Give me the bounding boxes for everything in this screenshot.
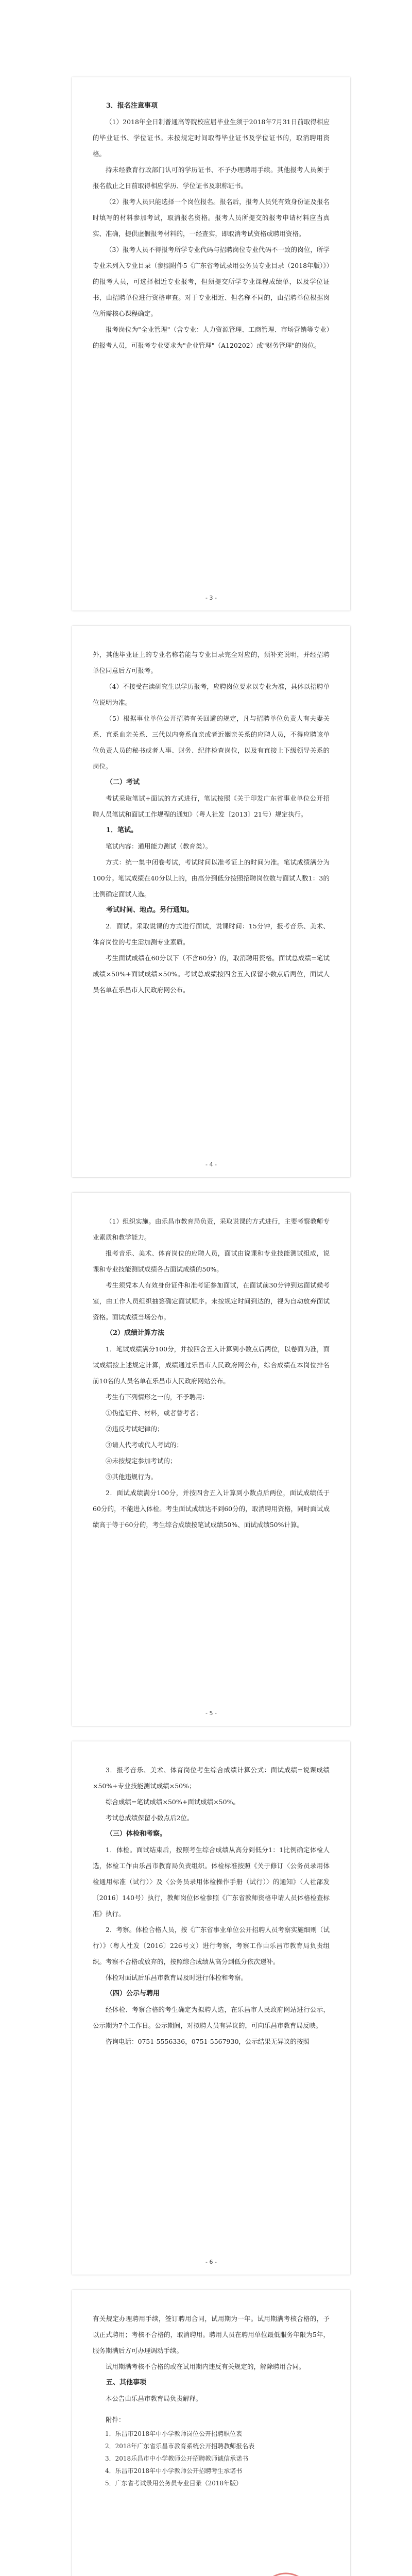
paragraph: 1．笔试成绩满分100分，并按四舍五入计算到小数点后两位，以卷面为准，面试成绩按上述规定计算，成绩通过乐昌市人民政府网公布，综合成绩在本岗位排名前10名的人员名单在乐昌市人民政府网站公布。 <box>93 1345 330 1385</box>
attachment-item: 1．乐昌市2018年中小学教师岗位公开招聘职位表 <box>105 2430 243 2437</box>
paragraph: 本公告由乐昌市教育局负责解释。 <box>106 2395 202 2402</box>
official-seal-icon <box>258 2571 314 2576</box>
section-heading: （四）公示与聘用 <box>106 1990 160 1997</box>
paragraph: 方式：统一集中闭卷考试，考试时间以准考证上的时间为准。笔试成绩满分为100分。笔试成绩在40分以上的，由高分到低分按照招聘岗位数与面试人数1：3的比例确定面试人选。 <box>93 858 330 898</box>
paragraph: （5）根据事业单位公开招聘有关回避的规定，凡与招聘单位负责人有夫妻关系、直系血亲关系、三代以内旁系血亲或者近姻亲关系的应聘人员，不得应聘该单位负责人员的秘书或者人事、财务、纪律检查岗位，以及有直接上下级领导关系的岗位。 <box>93 715 330 770</box>
document-page-5 <box>72 2290 350 2576</box>
document-page-4 <box>72 1741 350 2275</box>
paragraph: 有关规定办理聘用手续，签订聘用合同，试用期为一年。试用期满考核合格的，予以正式聘用；考核不合格的，取消聘用。聘用人员在聘用单位最低服务年限为5年，服务期满后方可办理调动手续。 <box>93 2315 330 2354</box>
subsection-heading: 考试时间、地点。另行通知。 <box>106 906 194 914</box>
paragraph: 考生须凭本人有效身份证件和准考证参加面试，在面试前30分钟到达面试候考室，由工作人员组织抽签确定面试顺序。未按规定时间到达的，视为自动放弃面试资格。面试成绩当场公布。 <box>93 1281 330 1321</box>
paragraph: 经体检、考察合格的考生确定为拟聘人选，在乐昌市人民政府网站进行公示，公示期为7个工作日。公示期间，对拟聘人员有异议的，可向乐昌市教育局反映。 <box>93 2006 330 2029</box>
paragraph: 外，其他毕业证上的专业名称若能与专业目录完全对应的，须补充说明，并经招聘单位同意后方可报考。 <box>93 651 330 674</box>
paragraph: 考生面试成绩在60分以下（不含60分）的，取消聘用资格。面试总成绩=笔试成绩×50%+面试成绩×50%。考试总成绩按四舍五入保留小数点后两位，面试人员名单在乐昌市人民政府网公布。 <box>93 954 330 994</box>
list-item: ①伪造证件、材料，或者替考者； <box>106 1409 202 1417</box>
paragraph: （1）2018年全日制普通高等院校应届毕业生须于2018年7月31日前取得相应的毕业证书、学位证书。未按规定时间取得毕业证书及学位证书的，取消聘用资格。 <box>93 118 330 158</box>
section-heading: 五、其他事项 <box>106 2379 147 2386</box>
section-heading: 3．报名注意事项 <box>106 102 158 110</box>
document-page-2 <box>72 626 350 1177</box>
attachment-item: 3．2018乐昌市中小学教师公开招聘教师诚信承诺书 <box>105 2455 249 2462</box>
list-item: ④未按规定参加考试的； <box>106 1457 177 1465</box>
attachment-item: 5．广东省考试录用公务员专业目录（2018年版） <box>105 2480 243 2487</box>
paragraph: 报考音乐、美术、体育岗位的应聘人员，面试由说课和专业技能测试组成，说课和专业技能测试成绩各占面试成绩的50%。 <box>93 1249 330 1273</box>
paragraph: 持未经教育行政部门认可的学历证书、不予办理聘用手续。其他报考人员须于报名截止之日前取得相应学历、学位证书及职称证书。 <box>93 166 330 190</box>
section-heading: （二）考试 <box>106 778 140 786</box>
paragraph: 考生有下列情形之一的，不予聘用： <box>106 1393 209 1401</box>
list-item: ③请人代考或代人考试的； <box>106 1441 183 1449</box>
subsection-heading: 1．笔试。 <box>106 826 138 834</box>
document-page-1 <box>72 77 350 611</box>
paragraph: （2）报考人员只能选择一个岗位报名。报名后，报考人员凭有效身份证及报名时填写的材料参加考试，取消报名资格。报考人员所提交的报考申请材料应当真实、准确，提供虚假报考材料的，一经查实，即取消考试资格或聘用资格。 <box>93 198 330 238</box>
paragraph: 3．报考音乐、美术、体育岗位考生综合成绩计算公式：面试成绩=说课成绩×50%+专业技能测试成绩×50%； <box>93 1766 330 1790</box>
page-number: - 5 - <box>205 1710 217 1717</box>
paragraph: 报考岗位为"全业管理"（含专业：人力资源管理、工商管理、市场营销等专业）的报考人员，可报考专业要求为"企业管理"（A120202）或"财务管理"的岗位。 <box>93 326 330 349</box>
paragraph: 2．面试。采取说课的方式进行面试，说课时间：15分钟，报考音乐、美术、体育岗位的考生需加测专业素质。 <box>93 922 330 946</box>
paragraph: 考试采取笔试+面试的方式进行，笔试按照《关于印发广东省事业单位公开招聘人员笔试和面试工作规程的通知》（粤人社发〔2013〕21号）规定执行。 <box>93 794 330 818</box>
page-number: - 4 - <box>205 1161 217 1168</box>
list-item: ②违反考试纪律的； <box>106 1425 164 1433</box>
paragraph: （1）组织实施。由乐昌市教育局负责，采取说课的方式进行，主要考察教师专业素质和教学能力。 <box>93 1217 330 1241</box>
list-item: ⑤其他违规行为。 <box>106 1473 158 1481</box>
paragraph: （3）报考人员不得报考所学专业代码与招聘岗位专业代码不一致的岗位，所学专业未列入专业目录（参照附件5《广东省考试录用公务员专业目录（2018年版）》）的报考人员，可选择相近专业报考，但须提交所学专业课程成绩单，以及学位证书，由招聘单位进行资格审查。对于专业相近、但名称不同的，由招聘单位根据岗位所需核心课程确定。 <box>93 246 330 317</box>
document-page-3 <box>72 1193 350 1726</box>
section-heading: （三）体检和考察。 <box>106 1830 167 1838</box>
paragraph: 体检对面试后乐昌市教育局及时进行体检和考察。 <box>106 1974 248 1981</box>
paragraph: （4）不接受在读研究生以学历报考，应聘岗位要求以专业为准，具体以招聘单位说明为准。 <box>93 683 330 706</box>
paragraph: 2．面试成绩满分100分，并按四舍五入计算到小数点后两位，面试成绩低于60分的，不能进入体检。考生面试成绩达不到60分的，取消聘用资格，同时面试成绩高于等于60分的，考生综合成绩按笔试成绩50%、面试成绩50%计算。 <box>93 1489 330 1529</box>
paragraph: 笔试内容：通用能力测试（教育类）。 <box>106 842 212 850</box>
subsection-heading: （2）成绩计算方法 <box>106 1329 165 1337</box>
attachment-item: 2．2018年广东省乐昌市教育系统公开招聘教师报名表 <box>105 2443 255 2450</box>
paragraph: 综合成绩=笔试成绩×50%+面试成绩×50%。 <box>106 1798 239 1806</box>
page-number: - 6 - <box>205 2259 217 2265</box>
attachments-label: 附件： <box>106 2416 125 2424</box>
paragraph: 2．考察。体检合格人员，按《广东省事业单位公开招聘人员考察实施细则（试行）》（粤人社发〔2016〕226号文）进行考察，考察工作由乐昌市教育局负责组织。考察不合格或放弃的，按照综合成绩从高分到低分依次递补。 <box>93 1926 330 1965</box>
paragraph: 咨询电话：0751-5556336，0751-5567930，公示结果无异议的按照 <box>106 2038 310 2045</box>
attachment-item: 4．乐昌市2018年中小学教师公开招聘考生承诺书 <box>105 2467 243 2475</box>
page-number: - 3 - <box>205 595 217 601</box>
paragraph: 考试总成绩保留小数点后2位。 <box>106 1814 194 1822</box>
paragraph: 试用期满考核不合格的或在试用期内违反有关规定的，解除聘用合同。 <box>106 2363 305 2370</box>
paragraph: 1．体检。面试结束后，按照考生综合成绩从高分到低分1：1比例确定体检人选，体检工作由乐昌市教育局负责组织。体检标准按照《关于修订〈公务员录用体检通用标准（试行）〉及〈公务员录用体检操作手册（试行）〉的通知》（人社部发〔2016〕140号）执行，教师岗位体检参照《广东省教师资格申请人员体格检查标准》执行。 <box>93 1846 330 1918</box>
